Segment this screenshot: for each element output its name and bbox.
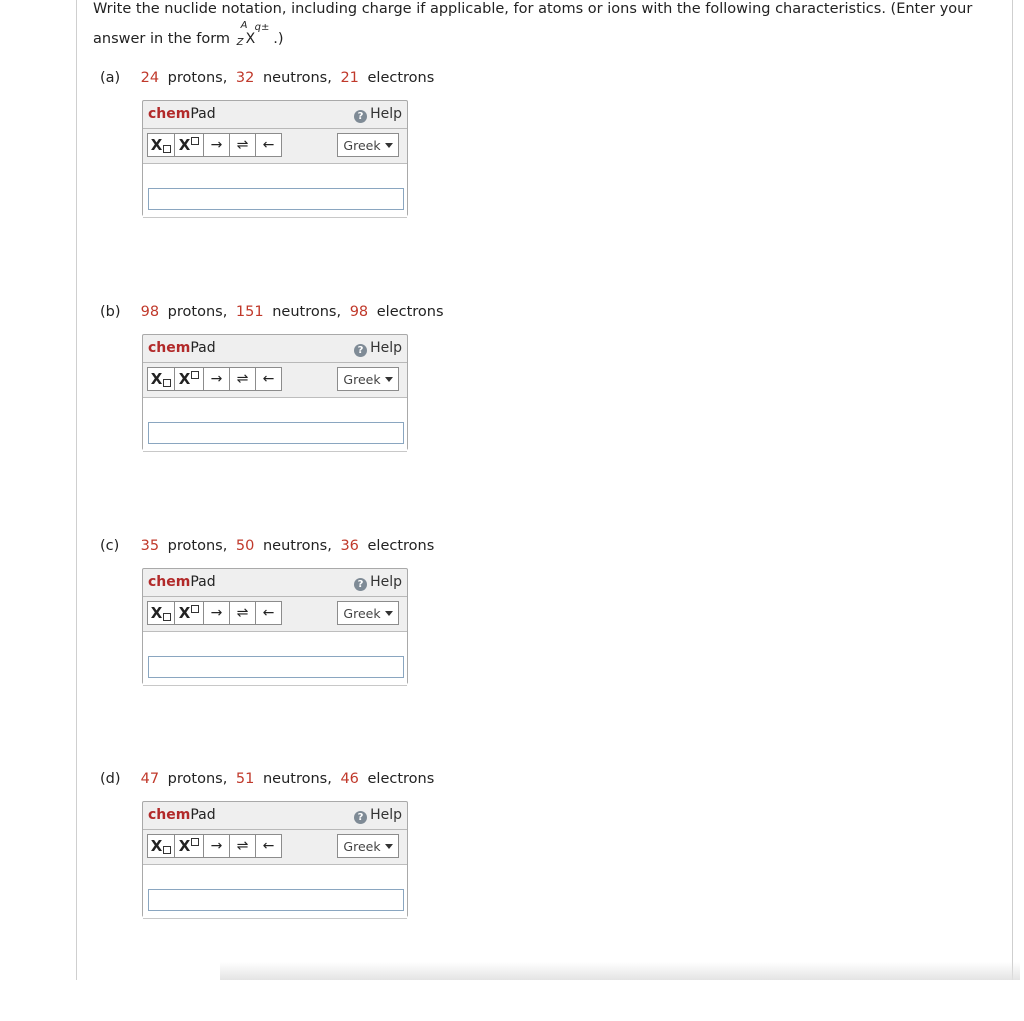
subscript-x: X bbox=[150, 837, 163, 855]
greek-label: Greek bbox=[343, 838, 381, 854]
electrons-count: 36 bbox=[340, 538, 359, 554]
question-prompt bbox=[100, 538, 438, 554]
chempad-header bbox=[143, 802, 407, 830]
question-letter: (c) bbox=[100, 538, 120, 554]
subscript-box-icon bbox=[163, 846, 171, 854]
chempad-toolbar bbox=[143, 596, 407, 632]
greek-dropdown[interactable] bbox=[337, 367, 399, 391]
superscript-button[interactable] bbox=[174, 367, 204, 391]
chevron-down-icon bbox=[385, 844, 393, 849]
protons-label: protons, bbox=[167, 538, 228, 554]
protons-label: protons, bbox=[167, 304, 228, 320]
question-block-d bbox=[100, 771, 700, 1021]
right-arrow-button[interactable]: → bbox=[203, 133, 230, 157]
question-letter: (d) bbox=[100, 771, 121, 787]
subscript-button[interactable] bbox=[147, 834, 175, 858]
question-prompt bbox=[100, 70, 438, 86]
chempad-header bbox=[143, 569, 407, 597]
superscript-button[interactable] bbox=[174, 834, 204, 858]
superscript-box-icon bbox=[191, 838, 199, 846]
right-arrow-button[interactable]: → bbox=[203, 601, 230, 625]
atomic-number-symbol: Z bbox=[236, 37, 244, 48]
element-symbol: X bbox=[245, 31, 256, 47]
neutrons-label: neutrons, bbox=[262, 771, 332, 787]
subscript-x: X bbox=[150, 370, 163, 388]
chempad-input-area bbox=[143, 398, 407, 452]
question-block-c bbox=[100, 538, 700, 788]
chempad-title bbox=[148, 106, 216, 122]
question-prompt bbox=[100, 304, 448, 320]
help-icon: ? bbox=[354, 110, 367, 123]
neutrons-count: 32 bbox=[235, 70, 255, 86]
question-letter: (a) bbox=[100, 70, 121, 86]
electrons-count: 46 bbox=[340, 771, 359, 787]
chempad-header bbox=[143, 335, 407, 363]
equilibrium-arrow-button[interactable]: ⇌ bbox=[229, 367, 256, 391]
protons-label: protons, bbox=[167, 771, 228, 787]
instructions-prefix: answer in the form bbox=[93, 31, 231, 47]
help-label: Help bbox=[370, 574, 402, 590]
chempad-input-area bbox=[143, 632, 407, 686]
subscript-box-icon bbox=[163, 613, 171, 621]
superscript-box-icon bbox=[191, 371, 199, 379]
chempad-title-chem: chem bbox=[148, 340, 191, 356]
left-arrow-button[interactable]: ← bbox=[255, 834, 282, 858]
question-letter: (b) bbox=[100, 304, 121, 320]
equilibrium-arrow-button[interactable]: ⇌ bbox=[229, 601, 256, 625]
chempad-input-area bbox=[143, 164, 407, 218]
neutrons-count: 50 bbox=[235, 538, 255, 554]
chempad-widget bbox=[142, 801, 408, 917]
chempad-title-pad: Pad bbox=[190, 340, 216, 356]
chevron-down-icon bbox=[385, 143, 393, 148]
greek-dropdown[interactable] bbox=[337, 133, 399, 157]
electrons-label: electrons bbox=[367, 538, 435, 554]
help-label: Help bbox=[370, 106, 402, 122]
content-frame-right-border bbox=[1012, 0, 1013, 980]
chempad-toolbar bbox=[143, 128, 407, 164]
help-button[interactable] bbox=[354, 807, 402, 824]
protons-count: 98 bbox=[140, 304, 160, 320]
subscript-x: X bbox=[150, 136, 163, 154]
toolbar-button-group bbox=[147, 834, 281, 858]
subscript-button[interactable] bbox=[147, 133, 175, 157]
subscript-x: X bbox=[150, 604, 163, 622]
protons-count: 24 bbox=[140, 70, 160, 86]
chempad-title-pad: Pad bbox=[190, 807, 216, 823]
answer-input[interactable] bbox=[148, 656, 404, 678]
greek-dropdown[interactable] bbox=[337, 601, 399, 625]
superscript-x: X bbox=[178, 136, 191, 154]
charge-symbol: q± bbox=[254, 22, 270, 33]
chempad-toolbar bbox=[143, 829, 407, 865]
instructions-line-2 bbox=[93, 20, 284, 54]
chempad-title bbox=[148, 340, 216, 356]
help-button[interactable] bbox=[354, 106, 402, 123]
neutrons-label: neutrons, bbox=[272, 304, 342, 320]
answer-input[interactable] bbox=[148, 889, 404, 911]
chempad-title-chem: chem bbox=[148, 106, 191, 122]
protons-label: protons, bbox=[167, 70, 228, 86]
help-button[interactable] bbox=[354, 574, 402, 591]
chevron-down-icon bbox=[385, 377, 393, 382]
superscript-x: X bbox=[178, 604, 191, 622]
chempad-widget bbox=[142, 100, 408, 216]
bottom-scroll-shade bbox=[220, 962, 1020, 980]
greek-label: Greek bbox=[343, 137, 381, 153]
left-arrow-button[interactable]: ← bbox=[255, 601, 282, 625]
chempad-title-chem: chem bbox=[148, 574, 191, 590]
chempad-widget bbox=[142, 334, 408, 450]
chempad-title bbox=[148, 807, 216, 823]
neutrons-count: 151 bbox=[235, 304, 264, 320]
help-label: Help bbox=[370, 807, 402, 823]
superscript-x: X bbox=[178, 370, 191, 388]
content-frame-left-border bbox=[76, 0, 77, 980]
chempad-widget bbox=[142, 568, 408, 684]
chempad-input-area bbox=[143, 865, 407, 919]
question-prompt bbox=[100, 771, 438, 787]
superscript-button[interactable] bbox=[174, 133, 204, 157]
equilibrium-arrow-button[interactable]: ⇌ bbox=[229, 133, 256, 157]
greek-label: Greek bbox=[343, 605, 381, 621]
protons-count: 47 bbox=[140, 771, 160, 787]
help-button[interactable] bbox=[354, 340, 402, 357]
superscript-box-icon bbox=[191, 605, 199, 613]
chempad-header bbox=[143, 101, 407, 129]
help-icon: ? bbox=[354, 344, 367, 357]
neutrons-label: neutrons, bbox=[262, 538, 332, 554]
answer-input[interactable] bbox=[148, 422, 404, 444]
question-block-a bbox=[100, 70, 700, 320]
answer-input[interactable] bbox=[148, 188, 404, 210]
electrons-label: electrons bbox=[367, 70, 435, 86]
help-label: Help bbox=[370, 340, 402, 356]
toolbar-button-group bbox=[147, 133, 281, 157]
subscript-button[interactable] bbox=[147, 601, 175, 625]
right-arrow-button[interactable]: → bbox=[203, 834, 230, 858]
subscript-box-icon bbox=[163, 145, 171, 153]
left-arrow-button[interactable]: ← bbox=[255, 133, 282, 157]
toolbar-button-group bbox=[147, 601, 281, 625]
nuclide-notation-example bbox=[235, 20, 270, 48]
chempad-title bbox=[148, 574, 216, 590]
instructions-line-1: Write the nuclide notation, including charge if applicable, for atoms or ions with the following characteristics. (Enter your bbox=[93, 1, 973, 17]
toolbar-button-group bbox=[147, 367, 281, 391]
neutrons-label: neutrons, bbox=[262, 70, 332, 86]
equilibrium-arrow-button[interactable]: ⇌ bbox=[229, 834, 256, 858]
chempad-title-pad: Pad bbox=[190, 574, 216, 590]
superscript-box-icon bbox=[191, 137, 199, 145]
instructions-suffix: .) bbox=[273, 31, 284, 47]
right-arrow-button[interactable]: → bbox=[203, 367, 230, 391]
subscript-box-icon bbox=[163, 379, 171, 387]
electrons-label: electrons bbox=[376, 304, 444, 320]
electrons-count: 21 bbox=[340, 70, 359, 86]
greek-dropdown[interactable] bbox=[337, 834, 399, 858]
mass-number-symbol: A bbox=[240, 20, 248, 31]
chempad-title-pad: Pad bbox=[190, 106, 216, 122]
greek-label: Greek bbox=[343, 371, 381, 387]
chempad-title-chem: chem bbox=[148, 807, 191, 823]
chevron-down-icon bbox=[385, 611, 393, 616]
electrons-label: electrons bbox=[367, 771, 435, 787]
electrons-count: 98 bbox=[349, 304, 369, 320]
question-block-b bbox=[100, 304, 700, 554]
superscript-x: X bbox=[178, 837, 191, 855]
subscript-button[interactable] bbox=[147, 367, 175, 391]
superscript-button[interactable] bbox=[174, 601, 204, 625]
protons-count: 35 bbox=[140, 538, 160, 554]
help-icon: ? bbox=[354, 811, 367, 824]
left-arrow-button[interactable]: ← bbox=[255, 367, 282, 391]
chempad-toolbar bbox=[143, 362, 407, 398]
help-icon: ? bbox=[354, 578, 367, 591]
neutrons-count: 51 bbox=[235, 771, 255, 787]
